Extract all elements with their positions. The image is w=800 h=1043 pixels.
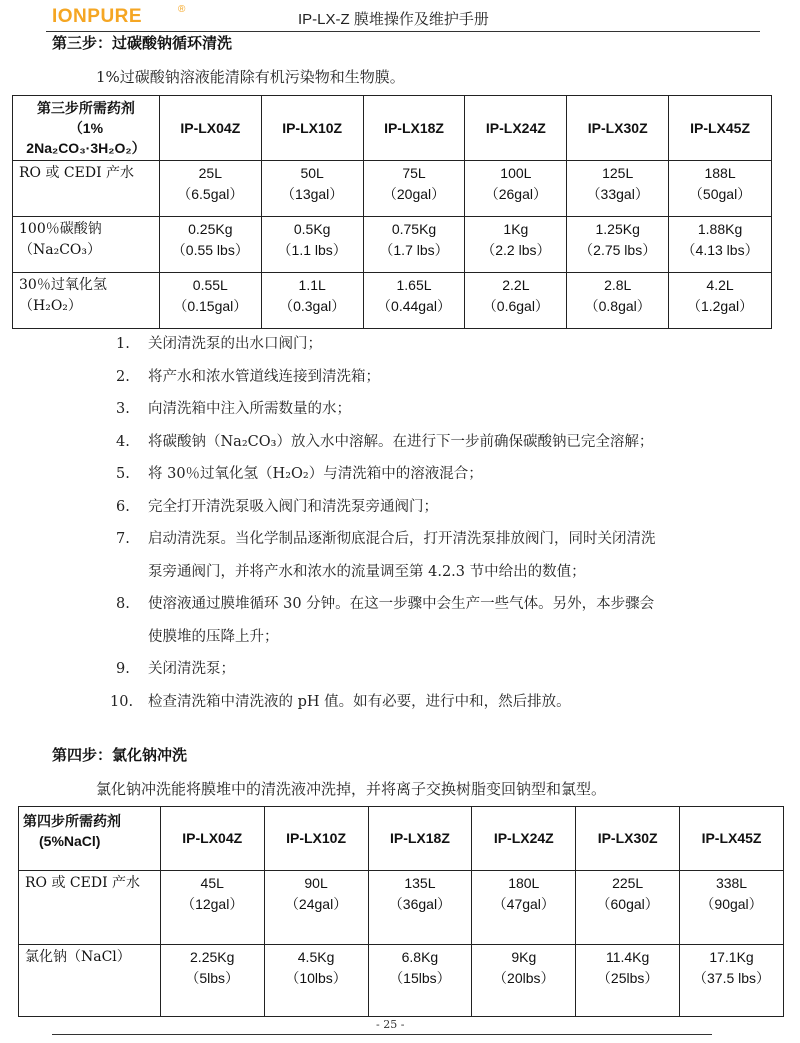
cell-value: 17.1Kg (709, 949, 754, 965)
procedure-step (116, 588, 756, 621)
row-label: RO 或 CEDI 产水 (19, 871, 161, 945)
step-text: 关闭清洗泵； (148, 661, 235, 677)
cell-value-alt: （2.2 lbs） (481, 242, 551, 258)
header-label-line: （1% (68, 120, 104, 136)
cell-value-alt: （12gal） (181, 896, 244, 912)
cell-value-alt: （33gal） (586, 186, 649, 202)
cell-value-alt: （0.55 lbs） (171, 242, 249, 258)
table-header-label (13, 96, 160, 161)
cell-value: 75L (402, 165, 426, 181)
step-number: 5. (116, 466, 130, 482)
cell-value: 4.5Kg (297, 949, 335, 965)
procedure-step (116, 328, 756, 361)
cell-value: 1.1L (298, 277, 326, 293)
table-cell (261, 217, 363, 273)
table-cell (363, 217, 465, 273)
model-header: IP-LX18Z (368, 807, 472, 871)
step-number: 9. (116, 661, 130, 677)
table-header-row (13, 96, 772, 161)
model-header: IP-LX24Z (465, 96, 567, 161)
cell-value-alt: （90gal） (700, 896, 763, 912)
procedure-step-continued (116, 556, 756, 589)
row-label (13, 273, 160, 329)
step-number: 10. (110, 693, 134, 710)
header-label-line: 第四步所需药剂 (23, 813, 121, 829)
header-label-line: (5%NaCl) (39, 833, 101, 849)
table-row (13, 217, 772, 273)
cell-value: 0.55L (192, 277, 228, 293)
cell-value-alt: （26gal） (484, 186, 547, 202)
procedure-step (116, 426, 756, 459)
row-label: 氯化钠（NaCl） (19, 945, 161, 1017)
table-cell (264, 945, 368, 1017)
row-label-line: （H₂O₂） (19, 298, 82, 314)
step-number: 4. (116, 433, 130, 450)
cell-value-alt: （20gal） (382, 186, 446, 202)
table-cell (368, 945, 472, 1017)
table-cell (567, 217, 669, 273)
cell-value: 0.5Kg (293, 221, 331, 237)
cell-value-alt: （13gal） (281, 186, 344, 202)
table-cell (160, 871, 264, 945)
step3-procedure-list (110, 328, 756, 718)
cell-value-alt: （20lbs） (493, 970, 555, 986)
cell-value-alt: （0.15gal） (173, 298, 248, 314)
step-text: 检查清洗箱中清洗液的 pH 值。如有必要，进行中和，然后排放。 (148, 693, 571, 710)
table-header-label (19, 807, 161, 871)
table-cell (472, 871, 576, 945)
cell-value: 1.65L (396, 277, 432, 293)
table-cell (465, 273, 567, 329)
row-label-line: （Na₂CO₃） (19, 242, 102, 258)
step-number: 6. (116, 498, 130, 515)
cell-value: 1.88Kg (697, 221, 743, 237)
step-number: 8. (116, 596, 130, 612)
model-header: IP-LX45Z (680, 807, 784, 871)
step-number: 3. (116, 401, 130, 417)
step-text: 将碳酸钠（Na₂CO₃）放入水中溶解。在进行下一步前确保碳酸钠已完全溶解； (148, 433, 654, 450)
cell-value-alt: （37.5 lbs） (693, 970, 771, 986)
registered-mark: ® (178, 4, 186, 15)
step-text: 完全打开清洗泵吸入阀门和清洗泵旁通阀门； (148, 498, 438, 515)
cell-value: 25L (198, 165, 222, 181)
step4-intro: 氯化钠冲洗能将膜堆中的清洗液冲洗掉，并将离子交换树脂变回钠型和氯型。 (96, 780, 607, 798)
model-header: IP-LX30Z (567, 96, 669, 161)
step-text: 将 30％过氧化氢（H₂O₂）与清洗箱中的溶液混合； (148, 466, 483, 482)
cell-value: 125L (602, 165, 634, 181)
cell-value-alt: （2.75 lbs） (579, 242, 657, 258)
cell-value: 6.8Kg (401, 949, 439, 965)
step-text: 启动清洗泵。当化学制品逐渐彻底混合后，打开清洗泵排放阀门，同时关闭清洗 (148, 531, 656, 547)
cell-value-alt: （50gal） (688, 186, 752, 202)
cell-value-alt: （6.5gal） (177, 186, 244, 202)
procedure-step (110, 686, 756, 719)
cell-value-alt: （0.6gal） (482, 298, 549, 314)
table-cell (669, 273, 772, 329)
cell-value-alt: （5lbs） (185, 970, 240, 986)
model-header: IP-LX24Z (472, 807, 576, 871)
cell-value: 11.4Kg (605, 949, 650, 965)
cell-value: 2.8L (604, 277, 632, 293)
model-header: IP-LX04Z (160, 807, 264, 871)
cell-value-alt: （1.1 lbs） (277, 242, 347, 258)
procedure-step (116, 523, 756, 556)
table-cell (567, 273, 669, 329)
step-text: 使膜堆的压降上升； (148, 628, 279, 645)
model-header: IP-LX30Z (576, 807, 680, 871)
step3-intro: 1%过碳酸钠溶液能清除有机污染物和生物膜。 (96, 68, 405, 86)
cell-value-alt: （0.8gal） (584, 298, 651, 314)
table-cell (261, 161, 363, 217)
row-label-line: RO 或 CEDI 产水 (19, 165, 135, 181)
table-cell (576, 945, 680, 1017)
step3-title: 第三步：过碳酸钠循环清洗 (52, 34, 233, 52)
cell-value: 180L (508, 875, 540, 891)
row-label-line: 100％碳酸钠 (19, 221, 102, 237)
procedure-step (116, 458, 756, 491)
cell-value-alt: （36gal） (388, 896, 452, 912)
step-text: 关闭清洗泵的出水口阀门； (148, 336, 322, 352)
model-header: IP-LX10Z (264, 807, 368, 871)
step3-chemical-table (12, 95, 772, 329)
row-label (13, 217, 160, 273)
step-number: 1. (116, 336, 130, 352)
header-label-line: 2Na₂CO₃·3H₂O₂） (26, 140, 146, 156)
procedure-step (116, 393, 756, 426)
table-cell (465, 217, 567, 273)
cell-value-alt: （47gal） (492, 896, 555, 912)
table-cell (264, 871, 368, 945)
footer-divider (52, 1034, 712, 1035)
table-cell (669, 217, 772, 273)
cell-value: 45L (200, 875, 224, 891)
model-header: IP-LX45Z (669, 96, 772, 161)
cell-value-alt: （10lbs） (285, 970, 347, 986)
table-row (13, 273, 772, 329)
cell-value-alt: （4.13 lbs） (681, 242, 759, 258)
model-header: IP-LX10Z (261, 96, 363, 161)
table-cell (669, 161, 772, 217)
step-text: 使溶液通过膜堆循环 30 分钟。在这一步骤中会生产一些气体。另外，本步骤会 (148, 596, 655, 612)
cell-value: 0.75Kg (391, 221, 437, 237)
table-cell (368, 871, 472, 945)
table-cell (159, 161, 261, 217)
model-header: IP-LX18Z (363, 96, 465, 161)
table-cell (159, 273, 261, 329)
table-row (13, 161, 772, 217)
procedure-step (116, 491, 756, 524)
step-number: 7. (116, 531, 130, 547)
table-row (19, 871, 784, 945)
table-cell (363, 273, 465, 329)
step-text: 向清洗箱中注入所需数量的水； (148, 401, 351, 417)
procedure-step-continued (116, 621, 756, 654)
cell-value: 2.25Kg (190, 949, 235, 965)
cell-value-alt: （24gal） (284, 896, 348, 912)
manual-title: IP-LX-Z 膜堆操作及维护手册 (298, 11, 489, 28)
cell-value-alt: （15lbs） (389, 970, 451, 986)
cell-value-alt: （1.7 lbs） (379, 242, 449, 258)
cell-value-alt: （60gal） (596, 896, 659, 912)
table-cell (567, 161, 669, 217)
table-cell (680, 945, 784, 1017)
table-header-row (19, 807, 784, 871)
cell-value: 188L (704, 165, 736, 181)
cell-value: 50L (300, 165, 324, 181)
cell-value-alt: （0.3gal） (279, 298, 346, 314)
table-cell (472, 945, 576, 1017)
table-cell (576, 871, 680, 945)
cell-value: 1Kg (503, 221, 529, 237)
table-cell (680, 871, 784, 945)
page-header (46, 2, 760, 34)
cell-value: 4.2L (706, 277, 734, 293)
table-cell (363, 161, 465, 217)
step-text: 将产水和浓水管道线连接到清洗箱； (148, 368, 380, 385)
table-cell (465, 161, 567, 217)
step-number: 2. (116, 368, 130, 385)
cell-value: 225L (612, 875, 644, 891)
row-label (13, 161, 160, 217)
procedure-step (116, 653, 756, 686)
page-number: - 25 - (376, 1018, 405, 1031)
procedure-step (116, 361, 756, 394)
cell-value: 1.25Kg (595, 221, 640, 237)
cell-value: 9Kg (511, 949, 537, 965)
cell-value: 0.25Kg (188, 221, 233, 237)
table-cell (160, 945, 264, 1017)
cell-value: 90L (304, 875, 328, 891)
cell-value: 2.2L (502, 277, 530, 293)
model-header: IP-LX04Z (159, 96, 261, 161)
table-row (19, 945, 784, 1017)
cell-value-alt: （25lbs） (596, 970, 659, 986)
step4-title: 第四步：氯化钠冲洗 (52, 746, 188, 764)
header-label-line: 第三步所需药剂 (36, 100, 135, 116)
table-cell (261, 273, 363, 329)
step-text: 泵旁通阀门，并将产水和浓水的流量调至第 4.2.3 节中给出的数值； (148, 563, 586, 580)
cell-value: 135L (404, 875, 436, 891)
cell-value-alt: （0.44gal） (377, 298, 451, 314)
cell-value: 100L (500, 165, 532, 181)
table-cell (159, 217, 261, 273)
ionpure-logo: IONPURE (52, 6, 143, 27)
row-label-line: 30％过氧化氢 (19, 277, 107, 293)
step4-chemical-table (18, 806, 784, 1017)
cell-value-alt: （1.2gal） (686, 298, 754, 314)
cell-value: 338L (715, 875, 748, 891)
